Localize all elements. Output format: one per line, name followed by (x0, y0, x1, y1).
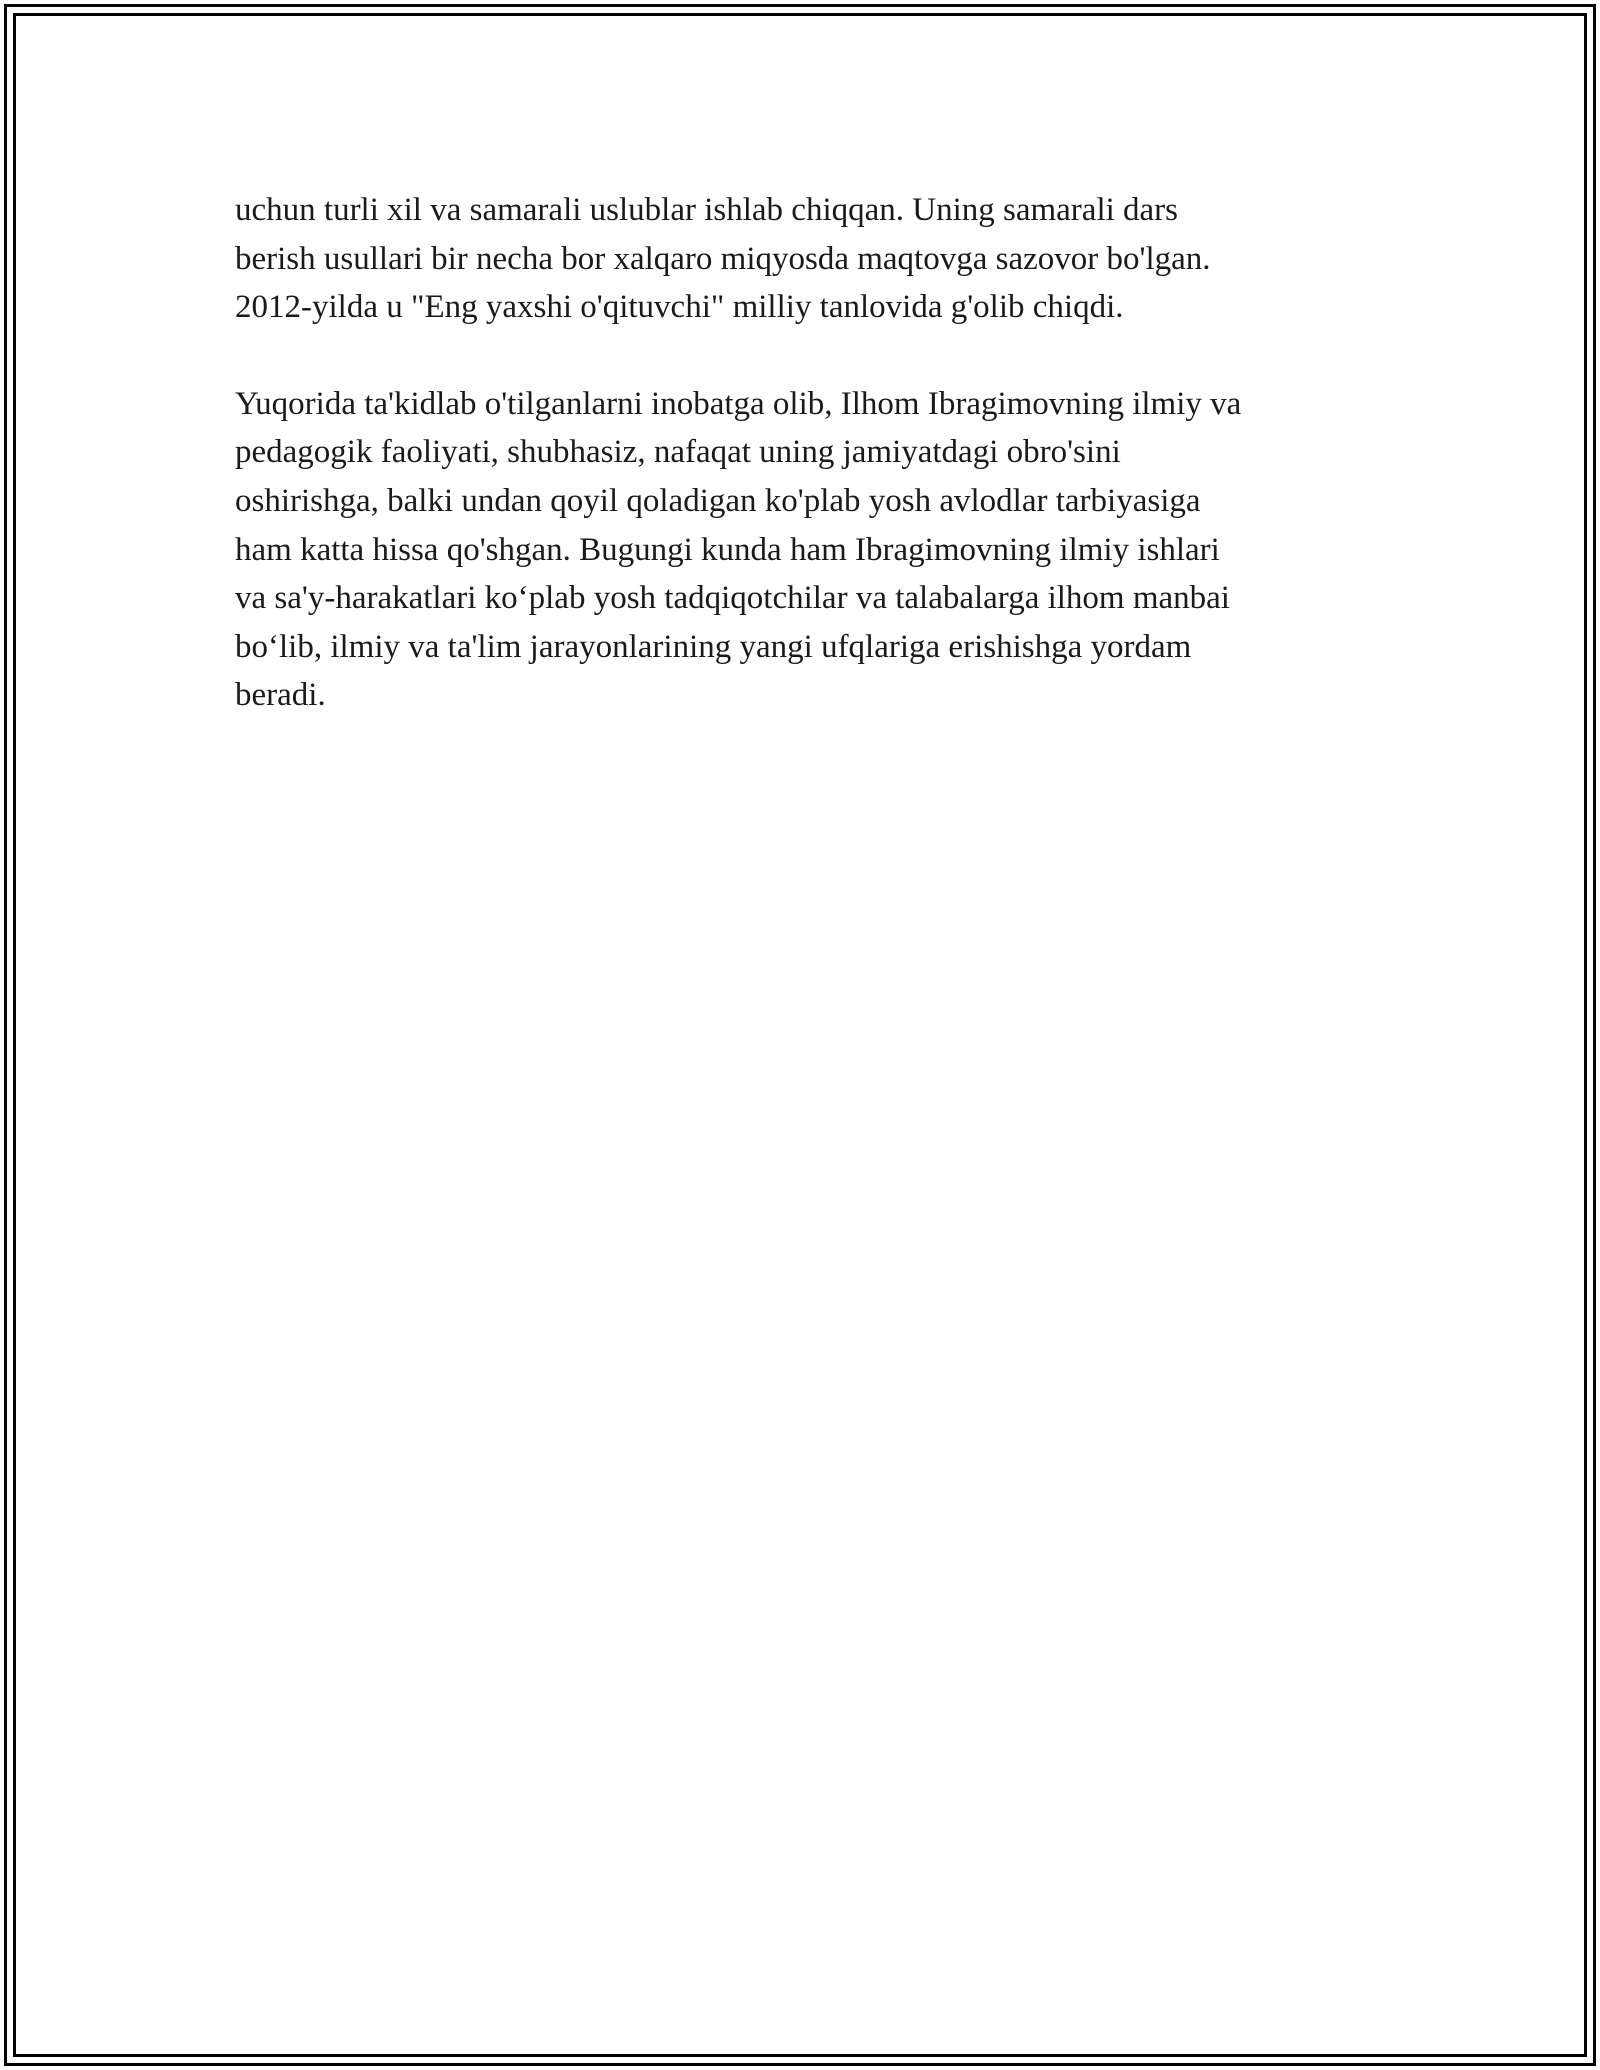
text-line: ham katta hissa qo'shgan. Bugungi kunda ham Ibragimovning ilmiy ishlari (235, 531, 1220, 568)
text-line: va sa'y-harakatlari ko‘plab yosh tadqiqotchilar va talabalarga ilhom manbai (235, 580, 1230, 617)
text-line: bo‘lib, ilmiy va ta'lim jarayonlarining yangi ufqlariga erishishga yordam (235, 628, 1192, 665)
paragraph-2 (235, 380, 1385, 720)
text-line: Yuqorida ta'kidlab o'tilganlarni inobatga olib, Ilhom Ibragimovning ilmiy va (235, 385, 1242, 422)
text-line: pedagogik faoliyati, shubhasiz, nafaqat uning jamiyatdagi obro'sini (235, 434, 1121, 471)
text-line: 2012-yilda u "Eng yaxshi o'qituvchi" milliy tanlovida g'olib chiqdi. (235, 289, 1124, 326)
text-line: berish usullari bir necha bor xalqaro miqyosda maqtovga sazovor bo'lgan. (235, 240, 1211, 277)
document-body (235, 186, 1385, 720)
text-line: oshirishga, balki undan qoyil qoladigan ko'plab yosh avlodlar tarbiyasiga (235, 482, 1201, 519)
paragraph-1 (235, 186, 1385, 332)
text-line: beradi. (235, 677, 326, 714)
text-line: uchun turli xil va samarali uslublar ishlab chiqqan. Uning samarali dars (235, 192, 1179, 228)
